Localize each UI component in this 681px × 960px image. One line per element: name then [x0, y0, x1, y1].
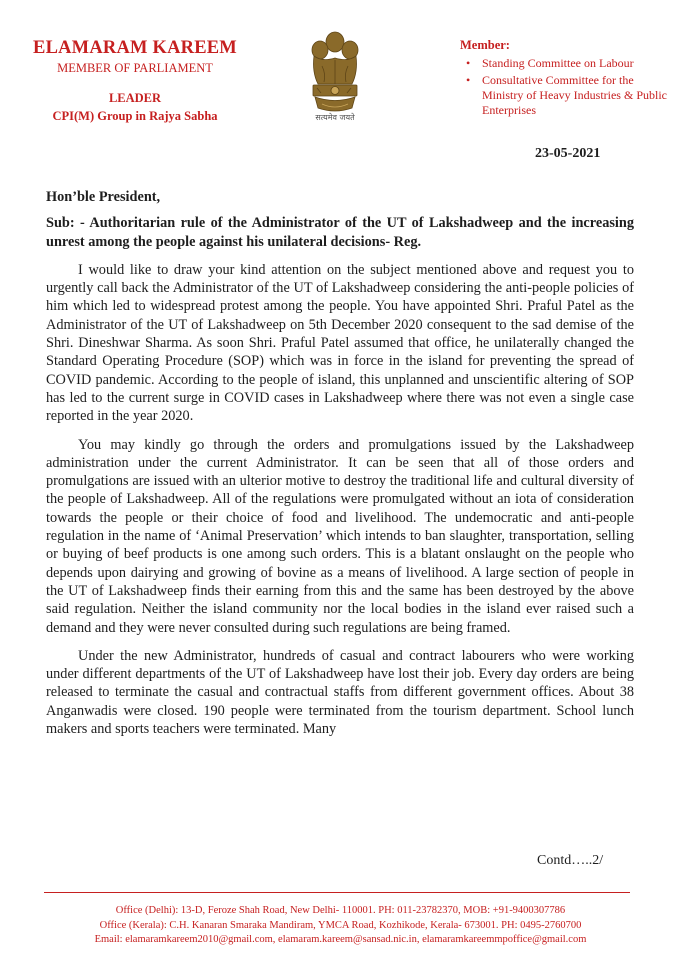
body-paragraph-2: You may kindly go through the orders and promulgations issued by the Lakshadweep administration under the current Administrator. It can be seen that all of those orders and promulgations are issued with an ulterior motive to destroy the traditional life and cultural diversity of the people of Lakshadweep. All of the regulations were promulgated without an iota of consideration towards the people or their choice of food and livelihood. The undemocratic and anti-people regulation in the name of ‘Animal Preservation’ which intends to ban slaughter, transportation, selling or buying of beef products is one among such orders. This is a blatant onslaught on the people who depends upon dairying and growing of bovine as a means of livelihood. A large section of people in the UT of Lakshadweep finds their earning from this and the same has been destroyed by the above said regulation. Neither the island community nor the local bodies in the island ever raised such a demand and they were never consulted during such regulations are being framed. — [46, 436, 634, 636]
body-paragraph-1: I would like to draw your kind attention on the subject mentioned above and request you to urgently call back the Administrator of the UT of Lakshadweep considering the anti-people policies of him which led to widespread protest among the people. You have appointed Shri. Praful Patel as the Administrator of the UT of Lakshadweep on 5th December 2020 consequent to the sad demise of the Shri. Dineshwar Sharma. As soon Shri. Praful Patel assumed that office, he unilaterally changed the Standard Operating Procedure (SOP) which was in force in the island for preventing the spread of COVID pandemic. According to the people of island, this unplanned and unscientific altering of SOP has led to the current surge in COVID cases in Lakshadweep where there was not even a single case reported in the year 2020. — [46, 261, 634, 425]
footer — [0, 904, 681, 948]
sender-block — [20, 38, 250, 124]
footer-office-delhi: Office (Delhi): 13-D, Feroze Shah Road, New Delhi- 110001. PH: 011-23782370, MOB: +91-9400307786 — [115, 905, 566, 916]
membership-list — [460, 56, 675, 118]
subject-line: Sub: - Authoritarian rule of the Administrator of the UT of Lakshadweep and the increasing unrest among the people against his unilateral decisions- Reg. — [46, 215, 634, 250]
letterhead — [0, 0, 681, 140]
salutation: Hon’ble President, — [46, 189, 161, 205]
footer-divider — [44, 892, 630, 893]
sender-role: LEADER — [108, 91, 162, 105]
membership-item: • Standing Committee on Labour — [460, 56, 675, 71]
sender-name: ELAMARAM KAREEM — [33, 38, 237, 58]
membership-block — [460, 38, 675, 120]
letter-date: 23-05-2021 — [535, 146, 601, 161]
letter-body — [46, 188, 634, 738]
footer-email: Email: elamaramkareem2010@gmail.com, elamaram.kareem@sansad.nic.in, elamaramkareemmpoffice@gmail.com — [94, 934, 587, 945]
membership-heading: Member: — [460, 38, 510, 52]
sender-title: MEMBER OF PARLIAMENT — [57, 61, 213, 75]
emblem-motto: सत्यमेव जयते — [315, 113, 355, 122]
body-paragraph-3: Under the new Administrator, hundreds of casual and contract labourers who were working under different departments of the UT of Lakshadweep have lost their job. Every day orders are being released to terminate the casual and contractual staffs from different government offices. About 38 Anganwadis were closed. 190 people were terminated from the tourism department. School lunch makers and sports teachers were terminated. Many — [46, 647, 634, 738]
membership-item: • Consultative Committee for the Ministry of Heavy Industries & Public Enterprises — [460, 73, 675, 118]
footer-office-kerala: Office (Kerala): C.H. Kanaran Smaraka Mandiram, YMCA Road, Kozhikode, Kerala- 673001. PH: 0495-2760700 — [99, 919, 582, 931]
sender-group: CPI(M) Group in Rajya Sabha — [52, 109, 218, 123]
continued-marker: Contd…..2/ — [537, 853, 604, 868]
